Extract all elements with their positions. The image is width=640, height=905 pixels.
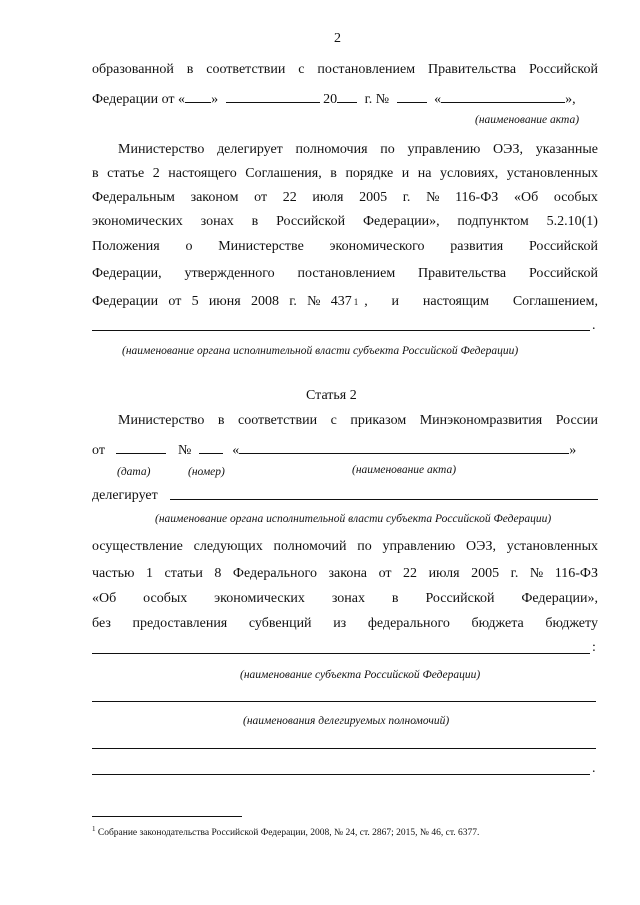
word: осуществление — [92, 539, 183, 554]
word: Федерального — [232, 566, 317, 581]
word: июня — [208, 294, 241, 309]
blank-line-organ — [92, 330, 590, 331]
word: приказом — [350, 413, 407, 428]
word: по — [380, 142, 395, 157]
word: и — [391, 294, 400, 309]
article-line-5 — [92, 538, 598, 556]
word: установленных — [506, 539, 598, 554]
text-line-4 — [118, 141, 598, 159]
word: Федеральным — [92, 190, 175, 205]
word: указанные — [535, 142, 598, 157]
article-line-1 — [118, 412, 598, 430]
article-heading: Статья 2 — [306, 388, 357, 403]
word: зонах — [331, 591, 365, 606]
word: настоящим — [422, 294, 490, 309]
word: в — [186, 62, 194, 77]
word: в — [330, 166, 337, 181]
word: 116-ФЗ — [455, 190, 499, 205]
word: «Об — [513, 190, 539, 205]
word: по — [357, 539, 372, 554]
word: Соглашения, — [245, 166, 322, 181]
word: Министерстве — [218, 239, 304, 254]
footnote — [92, 823, 479, 839]
word: в — [251, 214, 259, 229]
article-line-7 — [92, 590, 598, 608]
word: Министерство — [118, 413, 205, 428]
word: соответствии — [206, 62, 286, 77]
word: Федерации», — [362, 214, 440, 229]
text-line-10 — [92, 293, 598, 311]
word: 2005 — [359, 190, 388, 205]
word: ОЭЗ, — [465, 539, 497, 554]
caption-organ-2: (наименование органа исполнительной власти субъекта Российской Федерации) — [155, 513, 552, 525]
blank-line-powers-3 — [92, 774, 590, 775]
word: частью — [92, 566, 135, 581]
word: особых — [553, 190, 598, 205]
blank-line-subject — [92, 653, 590, 654]
word: «Об — [92, 591, 117, 606]
word: особых — [143, 591, 188, 606]
word: г. — [289, 294, 297, 309]
line-end-period-2: . — [592, 761, 596, 776]
word: зонах — [200, 214, 234, 229]
word: порядке — [345, 166, 394, 181]
footnote-mark: 1 — [92, 825, 96, 833]
word: России — [555, 413, 598, 428]
caption-act: (наименование акта) — [352, 464, 457, 476]
word: г. — [402, 190, 411, 205]
line-end-period: . — [592, 318, 596, 333]
word: в — [217, 413, 225, 428]
word: , — [364, 294, 368, 309]
word: о — [185, 239, 193, 254]
word: июля — [428, 566, 460, 581]
word: г. — [510, 566, 519, 581]
word: Российской — [276, 214, 346, 229]
word: установленных — [506, 166, 598, 181]
text-line-2: Федерации от « » 20 г. № « », — [92, 92, 576, 107]
word: полномочий — [273, 539, 347, 554]
word: делегирует — [217, 142, 283, 157]
text-line-8 — [92, 238, 598, 256]
blank-line-powers-2 — [92, 748, 596, 749]
word: 2008 — [250, 294, 279, 309]
word: бюджета — [471, 616, 524, 631]
text-line-5 — [92, 165, 598, 183]
word: Российской — [528, 62, 598, 77]
word: субвенций — [248, 616, 312, 631]
word: Минэкономразвития — [419, 413, 543, 428]
word: 116-ФЗ — [554, 566, 598, 581]
word: 437 — [330, 294, 352, 309]
word: июля — [312, 190, 344, 205]
word: Министерство — [118, 142, 205, 157]
word: предоставления — [132, 616, 228, 631]
article-line-6 — [92, 565, 598, 583]
word: утвержденного — [184, 266, 275, 281]
caption-date: (дата) — [117, 466, 151, 478]
word: 2005 — [471, 566, 500, 581]
word: соответствии — [237, 413, 318, 428]
word: настоящего — [168, 166, 237, 181]
delegates-word: делегирует — [92, 488, 158, 503]
word: от — [254, 190, 268, 205]
word: образованной — [92, 62, 174, 77]
word: № — [529, 566, 544, 581]
text-line-7 — [92, 213, 598, 231]
word: 8 — [214, 566, 222, 581]
word: бюджету — [545, 616, 598, 631]
word: следующих — [193, 539, 263, 554]
caption-act-name: (наименование акта) — [475, 114, 580, 126]
word: из — [333, 616, 347, 631]
word: полномочия — [295, 142, 368, 157]
word: № — [426, 190, 440, 205]
word: федерального — [367, 616, 450, 631]
word: подпунктом — [457, 214, 529, 229]
footnote-separator — [92, 816, 242, 817]
word: и — [401, 166, 410, 181]
text-line-1 — [92, 61, 598, 79]
blank-line-organ-2 — [170, 499, 598, 500]
word: 5 — [191, 294, 199, 309]
caption-organ-name: (наименование органа исполнительной власти субъекта Российской Федерации) — [122, 345, 519, 357]
word: Соглашением, — [512, 294, 598, 309]
word: условиях, — [439, 166, 499, 181]
word: Правительства — [427, 62, 517, 77]
word: 5.2.10(1) — [546, 214, 598, 229]
word: 2 — [152, 166, 160, 181]
word: Российской — [528, 266, 598, 281]
word: Положения — [92, 239, 160, 254]
page-number: 2 — [334, 31, 341, 46]
word: от — [378, 566, 392, 581]
line-end-colon: : — [592, 640, 596, 655]
caption-number: (номер) — [188, 466, 225, 478]
word: без — [92, 616, 111, 631]
word: с — [330, 413, 337, 428]
word: Российской — [528, 239, 598, 254]
word: законом — [190, 190, 239, 205]
word: в — [391, 591, 399, 606]
word: постановлением — [297, 266, 396, 281]
word: статьи — [164, 566, 203, 581]
word: № — [307, 294, 321, 309]
word: с — [298, 62, 305, 77]
word: постановлением — [317, 62, 416, 77]
word: закона — [328, 566, 368, 581]
text-line-9 — [92, 265, 598, 283]
word: экономического — [329, 239, 425, 254]
word: в — [92, 166, 99, 181]
word: развития — [450, 239, 504, 254]
word: 22 — [282, 190, 297, 205]
article-line-2: от № « » — [92, 443, 577, 458]
word: на — [417, 166, 432, 181]
word: экономических — [214, 591, 305, 606]
word: 1 — [145, 566, 153, 581]
word: Федерации — [92, 294, 159, 309]
blank-line-powers-1 — [92, 701, 596, 702]
caption-subject: (наименование субъекта Российской Федерации) — [240, 669, 481, 681]
word: управлению — [382, 539, 456, 554]
word: Правительства — [418, 266, 507, 281]
footnote-text: Собрание законодательства Российской Федерации, 2008, № 24, ст. 2867; 2015, № 46, ст. 6377. — [97, 828, 480, 839]
word: 22 — [403, 566, 418, 581]
word: Федерации», — [521, 591, 598, 606]
article-line-8 — [92, 615, 598, 633]
word: от — [168, 294, 182, 309]
word: Российской — [425, 591, 495, 606]
caption-powers: (наименования делегируемых полномочий) — [243, 715, 450, 727]
word: Федерации, — [92, 266, 162, 281]
word: экономических — [92, 214, 183, 229]
word: статье — [107, 166, 145, 181]
word: ОЭЗ, — [493, 142, 524, 157]
text-line-6 — [92, 189, 598, 207]
footnote-ref: 1 — [353, 297, 359, 307]
word: управлению — [407, 142, 481, 157]
